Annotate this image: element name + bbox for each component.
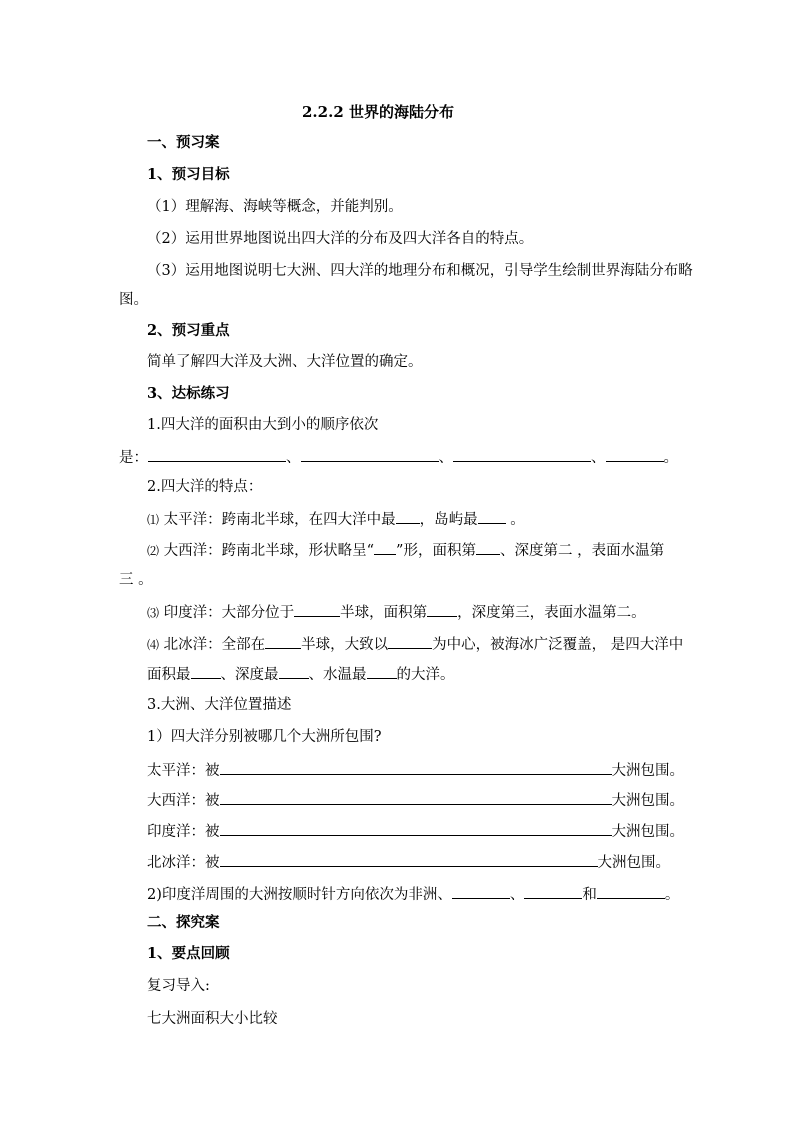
goal-item-continuation: 图。 [119,292,148,308]
surround-row-indian [147,820,684,842]
arctic-text: 、深度最 [220,667,279,683]
arctic-text: 北冰洋：全部在 [163,637,266,653]
question-1-answer-line [119,446,678,468]
surround-row-pacific [147,759,684,781]
arctic-line-continuation [147,663,455,685]
goal-item: （2）运用世界地图说出四大洋的分布及四大洋各自的特点。 [147,231,534,247]
answer-blank[interactable] [478,508,506,524]
sub2-text: 和 [582,887,597,903]
review-compare: 七大洲面积大小比较 [147,1011,278,1027]
pacific-text: 太平洋：跨南北半球，在四大洋中最 [163,512,396,528]
atlantic-text: 、深度第二 ，表面水温第 [499,543,665,559]
surround-row-label: 大西洋：被 [147,793,220,809]
section-heading-explore: 二、探究案 [147,914,220,931]
indian-text: 印度洋：大部分位于 [163,605,295,621]
surround-row-suffix: 大洲包围。 [597,855,670,871]
answer-blank[interactable] [294,601,340,617]
answer-blank[interactable] [374,539,396,555]
arctic-text: 半球，大致以 [301,637,389,653]
arctic-text: 面积最 [147,667,191,683]
q1-sep: 、 [591,450,606,466]
answer-blank[interactable] [220,789,612,805]
pacific-line [147,508,525,530]
question-1: 1.四大洋的面积由大到小的顺序依次 [147,417,379,433]
surround-row-label: 太平洋：被 [147,763,220,779]
q1-sep: 、 [286,450,301,466]
goals-heading: 1、预习目标 [147,166,230,183]
answer-blank[interactable] [427,601,457,617]
surround-row-suffix: 大洲包围。 [611,793,684,809]
sub2-text: 、 [509,887,525,903]
item-number: ⑷ [147,638,160,652]
surround-row-suffix: 大洲包围。 [611,824,684,840]
sub2-text: 2)印度洋周围的大洲按顺时针方向依次为非洲、 [147,887,452,903]
answer-blank[interactable] [524,883,582,899]
question-3: 3.大洲、大洋位置描述 [147,697,292,713]
arctic-text: 的大洋。 [396,667,455,683]
review-intro: 复习导入: [147,978,210,994]
answer-blank[interactable] [396,508,420,524]
answer-blank[interactable] [301,446,439,462]
question-3-sub-1: 1）四大洋分别被哪几个大洲所包围? [147,729,382,745]
key-points-text: 简单了解四大洋及大洲、大洋位置的确定。 [147,354,423,370]
pacific-text: 。 [510,512,525,528]
answer-blank[interactable] [367,663,397,679]
page-title: 2.2.2 世界的海陆分布 [302,103,454,121]
key-points-heading: 2、预习重点 [147,322,230,339]
surround-row-label: 北冰洋：被 [147,855,220,871]
answer-blank[interactable] [453,446,591,462]
answer-blank[interactable] [279,663,309,679]
indian-line [147,601,646,623]
arctic-text: 、水温最 [308,667,367,683]
q1-end: 。 [663,450,678,466]
answer-blank[interactable] [476,539,500,555]
surround-row-label: 印度洋：被 [147,824,220,840]
answer-blank[interactable] [220,851,598,867]
atlantic-text: 大西洋：跨南北半球，形状略呈“ [163,543,375,559]
answer-blank[interactable] [220,759,612,775]
answer-blank[interactable] [388,633,432,649]
arctic-line [147,633,683,655]
goal-item: （1）理解海、海峡等概念，并能判别。 [147,199,403,215]
atlantic-line [147,539,664,561]
surround-row-atlantic [147,789,684,811]
surround-row-arctic [147,851,670,873]
answer-blank[interactable] [452,883,510,899]
indian-text: ，深度第三，表面水温第二。 [457,605,646,621]
review-heading: 1、要点回顾 [147,945,230,962]
item-number: ⑴ [147,513,160,527]
section-heading-preview: 一、预习案 [147,134,220,151]
answer-blank[interactable] [148,446,286,462]
answer-blank[interactable] [191,663,221,679]
surround-row-suffix: 大洲包围。 [611,763,684,779]
answer-blank[interactable] [220,820,612,836]
answer-blank[interactable] [606,446,664,462]
indian-text: 半球，面积第 [340,605,428,621]
goal-item: （3）运用地图说明七大洲、四大洋的地理分布和概况，引导学生绘制世界海陆分布略 [147,263,693,279]
sub2-text: 。 [664,887,680,903]
practice-heading: 3、达标练习 [147,385,230,402]
atlantic-text: ”形，面积第 [396,543,476,559]
arctic-text: 为中心，被海冰广泛覆盖， 是四大洋中 [432,637,684,653]
pacific-text: ，岛屿最 [419,512,478,528]
item-number: ⑶ [147,606,160,620]
q1-prefix: 是： [119,450,148,466]
question-2: 2.四大洋的特点： [147,479,263,495]
question-3-sub-2 [147,883,679,905]
atlantic-line-continuation: 三 。 [119,572,153,588]
answer-blank[interactable] [265,633,301,649]
answer-blank[interactable] [597,883,665,899]
item-number: ⑵ [147,544,160,558]
q1-sep: 、 [438,450,453,466]
